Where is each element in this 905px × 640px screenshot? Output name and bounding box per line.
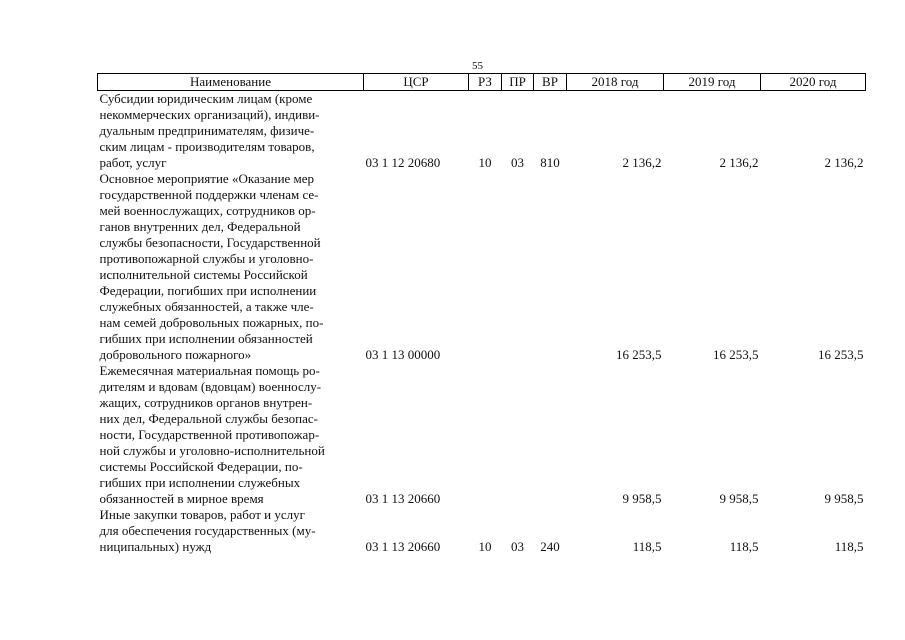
row-2019: 9 958,5 xyxy=(719,491,759,506)
name-line: Субсидии юридическим лицам (кроме xyxy=(99,91,313,106)
row-csr: 03 1 13 00000 xyxy=(365,347,441,362)
row-vr xyxy=(534,171,567,363)
row-2020: 118,5 xyxy=(834,539,864,554)
row-pr xyxy=(502,363,534,507)
name-line: Федерации, погибших при исполнении xyxy=(99,283,317,298)
name-line: добровольного пожарного» xyxy=(99,347,252,362)
name-line: системы Российской Федерации, по- xyxy=(99,459,303,474)
name-line: противопожарной службы и уголовно- xyxy=(99,251,314,266)
name-line: Основное мероприятие «Оказание мер xyxy=(99,171,315,186)
page-number: 55 xyxy=(472,60,483,72)
name-line: дителям и вдовам (вдовцам) военнослу- xyxy=(99,379,322,394)
name-line: ниципальных) нужд xyxy=(99,539,212,554)
name-line: некоммерческих организаций), индиви- xyxy=(99,107,320,122)
name-line: службы безопасности, Государственной xyxy=(99,235,321,250)
row-rz xyxy=(469,363,502,507)
row-name xyxy=(98,91,364,172)
header-2018: 2018 год xyxy=(567,74,664,91)
header-2020: 2020 год xyxy=(761,74,866,91)
row-2019: 16 253,5 xyxy=(713,347,759,362)
name-line: ганов внутренних дел, Федеральной xyxy=(99,219,301,234)
row-name xyxy=(98,363,364,507)
table-row xyxy=(98,171,866,363)
name-line: обязанностей в мирное время xyxy=(99,491,264,506)
row-2018: 16 253,5 xyxy=(616,347,662,362)
row-vr: 810 xyxy=(540,155,560,170)
header-pr: ПР xyxy=(502,74,534,91)
table-row xyxy=(98,363,866,507)
table-row xyxy=(98,507,866,555)
name-line: дуальным предпринимателям, физиче- xyxy=(99,123,315,138)
row-2018: 9 958,5 xyxy=(622,491,662,506)
name-line: исполнительной системы Российской xyxy=(99,267,308,282)
row-vr xyxy=(534,363,567,507)
row-2020: 9 958,5 xyxy=(824,491,864,506)
name-line: работ, услуг xyxy=(99,155,167,170)
name-line: служебных обязанностей, а также чле- xyxy=(99,299,314,314)
table-row xyxy=(98,91,866,172)
header-rz: РЗ xyxy=(469,74,502,91)
name-line: для обеспечения государственных (му- xyxy=(99,523,316,538)
name-line: гибших при исполнении служебных xyxy=(99,475,301,490)
row-2018: 118,5 xyxy=(632,539,662,554)
row-2018: 2 136,2 xyxy=(622,155,662,170)
header-csr: ЦСР xyxy=(364,74,469,91)
name-line: них дел, Федеральной службы безопас- xyxy=(99,411,319,426)
row-csr: 03 1 13 20660 xyxy=(365,491,441,506)
row-pr: 03 xyxy=(511,539,524,554)
row-pr xyxy=(502,171,534,363)
row-2019: 118,5 xyxy=(729,539,759,554)
table-header-row xyxy=(98,74,866,91)
header-name: Наименование xyxy=(98,74,364,91)
name-line: ности, Государственной противопожар- xyxy=(99,427,320,442)
name-line: государственной поддержки членам се- xyxy=(99,187,319,202)
row-2019: 2 136,2 xyxy=(719,155,759,170)
row-csr: 03 1 13 20660 xyxy=(365,539,441,554)
name-line: нам семей добровольных пожарных, по- xyxy=(99,315,324,330)
row-rz: 10 xyxy=(478,155,492,170)
row-pr: 03 xyxy=(511,155,524,170)
name-line: Иные закупки товаров, работ и услуг xyxy=(99,507,305,522)
row-2020: 2 136,2 xyxy=(824,155,864,170)
row-vr: 240 xyxy=(540,539,560,554)
row-csr: 03 1 12 20680 xyxy=(365,155,441,170)
header-2019: 2019 год xyxy=(664,74,761,91)
name-line: ной службы и уголовно-исполнительной xyxy=(99,443,325,458)
row-name xyxy=(98,507,364,555)
row-rz xyxy=(469,171,502,363)
name-line: Ежемесячная материальная помощь ро- xyxy=(99,363,320,378)
row-name xyxy=(98,171,364,363)
name-line: жащих, сотрудников органов внутрен- xyxy=(99,395,313,410)
budget-table xyxy=(97,73,866,555)
header-vr: ВР xyxy=(534,74,567,91)
name-line: ским лицам - производителям товаров, xyxy=(99,139,315,154)
name-line: мей военнослужащих, сотрудников ор- xyxy=(99,203,316,218)
row-2020: 16 253,5 xyxy=(818,347,864,362)
row-rz: 10 xyxy=(478,539,492,554)
name-line: гибших при исполнении обязанностей xyxy=(99,331,313,346)
